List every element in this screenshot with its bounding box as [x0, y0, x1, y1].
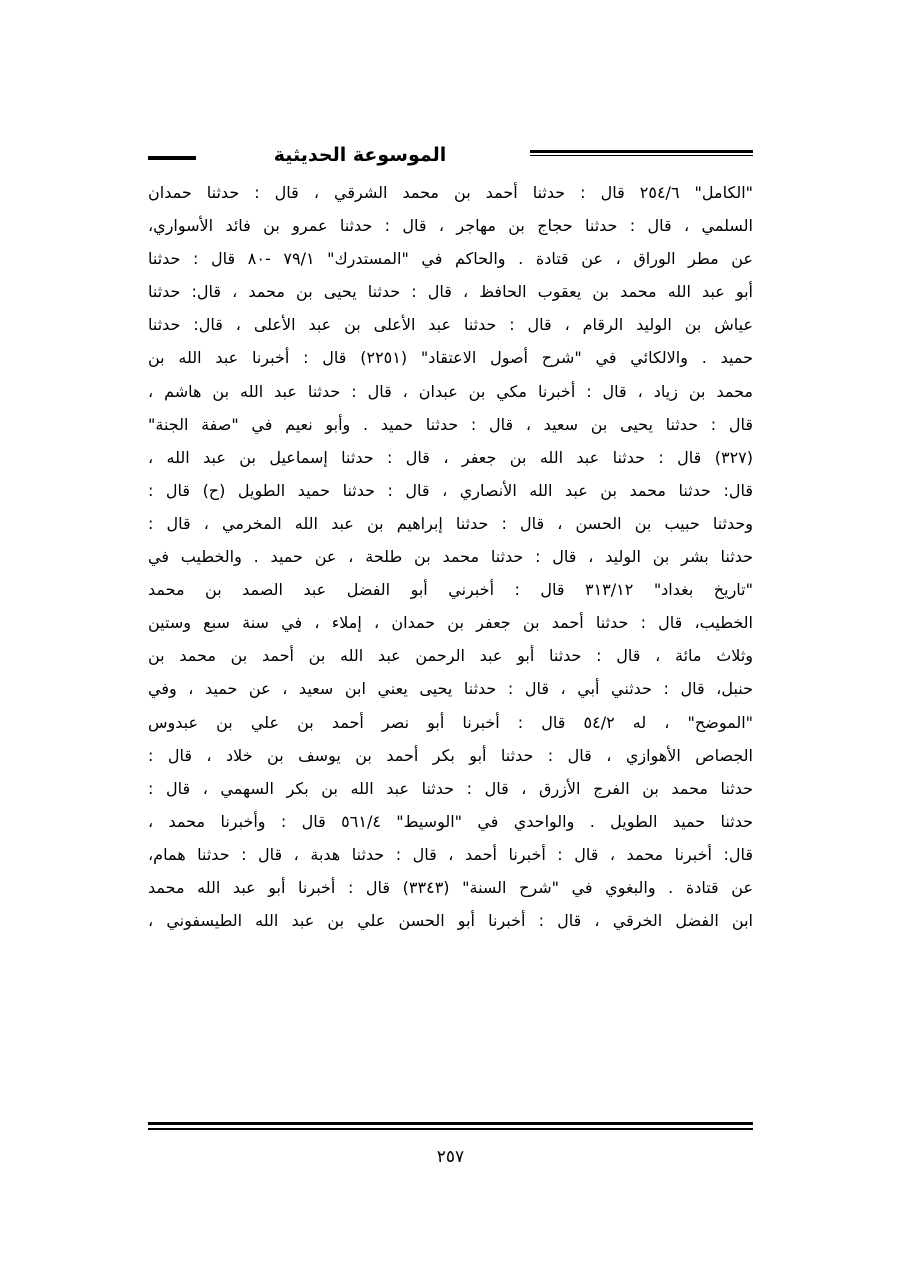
text-line: الجصاص الأهوازي ، قال : حدثنا أبو بكر أحمد بن يوسف بن خلاد ، قال : [148, 745, 753, 765]
text-line: حميد . والالكائي في "شرح أصول الاعتقاد" (٢٢٥١) قال : أخبرنا عبد الله بن [148, 348, 753, 368]
text-line: حدثنا حميد الطويل . والواحدي في "الوسيط" ٥٦١/٤ قال : وأخبرنا محمد ، [148, 811, 753, 831]
text-line: عن مطر الوراق ، عن قتادة . والحاكم في "المستدرك" ٧٩/١ -٨٠ قال : حدثنا [148, 249, 753, 269]
header-rule-left [148, 156, 196, 160]
text-line: ابن الفضل الخرقي ، قال : أخبرنا أبو الحسن علي بن عبد الله الطيسفوني ، [148, 911, 753, 931]
header-rule-right [530, 150, 753, 156]
text-line: حدثنا محمد بن الفرج الأزرق ، قال : حدثنا عبد الله بن بكر السهمي ، قال : [148, 778, 753, 798]
text-line: عن قتادة . والبغوي في "شرح السنة" (٣٣٤٣) قال : أخبرنا أبو عبد الله محمد [148, 877, 753, 897]
text-line: عياش بن الوليد الرقام ، قال : حدثنا عبد الأعلى بن عبد الأعلى ، قال: حدثنا [148, 315, 753, 335]
page-number: ٢٥٧ [436, 1147, 465, 1167]
text-line: أبو عبد الله محمد بن يعقوب الحافظ ، قال : حدثنا يحيى بن محمد ، قال: حدثنا [148, 282, 753, 302]
text-line: قال: حدثنا محمد بن عبد الله الأنصاري ، قال : حدثنا حميد الطويل (ح) قال : [148, 480, 753, 500]
text-line: حدثنا بشر بن الوليد ، قال : حدثنا محمد بن طلحة ، عن حميد . والخطيب في [148, 547, 753, 567]
text-line: قال : حدثنا يحيى بن سعيد ، قال : حدثنا حميد . وأبو نعيم في "صفة الجنة" [148, 414, 753, 434]
text-line: وحدثنا حبيب بن الحسن ، قال : حدثنا إبراهيم بن عبد الله المخرمي ، قال : [148, 513, 753, 533]
text-line: محمد بن زياد ، قال : أخبرنا مكي بن عبدان ، قال : حدثنا عبد الله بن هاشم ، [148, 381, 753, 401]
text-line: السلمي ، قال : حدثنا حجاج بن مهاجر ، قال : حدثنا عمرو بن فائد الأسواري، [148, 216, 753, 236]
text-line: "الموضح" ، له ٥٤/٢ قال : أخبرنا أبو نصر أحمد بن علي بن عبدوس [148, 712, 753, 732]
text-line: وثلاث مائة ، قال : حدثنا أبو عبد الرحمن عبد الله بن أحمد بن محمد بن [148, 646, 753, 666]
text-line: قال: أخبرنا محمد ، قال : أخبرنا أحمد ، قال : حدثنا هدبة ، قال : حدثنا همام، [148, 844, 753, 864]
text-line: حنبل، قال : حدثني أبي ، قال : حدثنا يحيى يعني ابن سعيد ، عن حميد ، وفي [148, 679, 753, 699]
body-text [148, 176, 753, 937]
footer-rule-thin [148, 1128, 753, 1130]
text-line: "الكامل" ٢٥٤/٦ قال : حدثنا أحمد بن محمد الشرقي ، قال : حدثنا حمدان [148, 183, 753, 202]
header-title: الموسوعة الحديثية [273, 144, 447, 166]
footer-rule-thick [148, 1122, 753, 1125]
running-header [148, 140, 753, 174]
text-line: الخطيب، قال : حدثنا أحمد بن جعفر بن حمدان ، إملاء ، في سنة سبع وستين [148, 613, 753, 633]
text-line: (٣٢٧) قال : حدثنا عبد الله بن جعفر ، قال : حدثنا إسماعيل بن عبد الله ، [148, 447, 753, 467]
text-line: "تاريخ بغداد" ٣١٣/١٢ قال : أخبرني أبو الفضل عبد الصمد بن محمد [148, 580, 753, 600]
